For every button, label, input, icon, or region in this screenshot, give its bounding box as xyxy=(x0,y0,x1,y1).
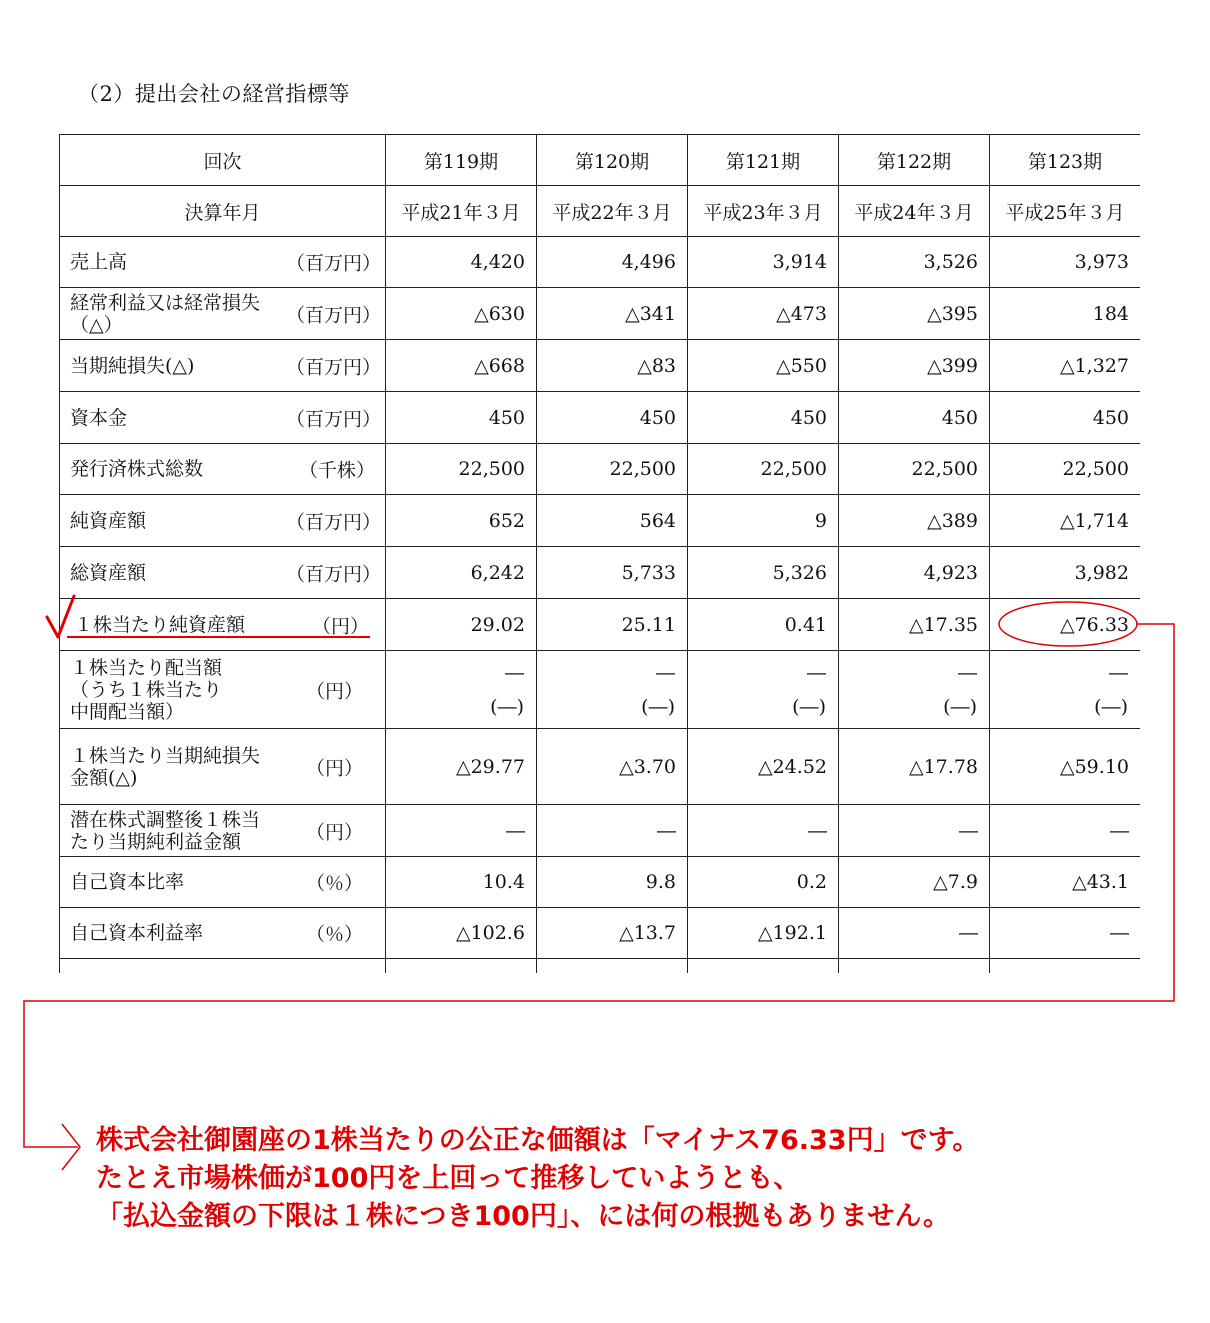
annotation-note xyxy=(96,1122,979,1236)
annotation-line: 「払込金額の下限は１株につき100円」、には何の根拠もありません。 xyxy=(96,1201,950,1232)
value-cell: △341 xyxy=(537,288,688,340)
row-label: 総資産額 xyxy=(70,561,147,584)
row-label: 売上高 xyxy=(70,251,128,273)
value-cell: △102.6 xyxy=(386,908,537,959)
value-cell: 3,914 xyxy=(688,237,839,288)
connector-line xyxy=(24,624,1174,1147)
value-cell: 450 xyxy=(839,392,990,444)
value-cell: 22,500 xyxy=(537,444,688,495)
row-label: 純資産額 xyxy=(70,509,147,532)
row-unit: （円） xyxy=(305,680,363,702)
value-cell: △395 xyxy=(839,288,990,340)
value-cell: 450 xyxy=(990,392,1141,444)
dividend-value: ― xyxy=(505,661,524,684)
value-cell: △3.70 xyxy=(537,729,688,805)
value-cell: △630 xyxy=(386,288,537,340)
value-cell: △399 xyxy=(839,340,990,392)
row-label: 自己資本比率 xyxy=(70,871,185,893)
value-cell: ― xyxy=(688,805,839,857)
row-unit: （％） xyxy=(305,923,363,946)
value-cell: 10.4 xyxy=(386,857,537,908)
value-cell: 22,500 xyxy=(688,444,839,495)
row-unit: （千株） xyxy=(298,459,375,482)
period-cell: 第121期 xyxy=(688,135,839,186)
row-label-line: １株当たり配当額 xyxy=(70,656,223,679)
row-unit: （百万円） xyxy=(285,511,381,533)
value-cell: 3,982 xyxy=(990,547,1141,599)
value-cell: 652 xyxy=(386,495,537,547)
interim-dividend-value: (―) xyxy=(641,695,675,718)
value-cell: 9.8 xyxy=(537,857,688,908)
value-cell: △17.35 xyxy=(839,599,990,651)
row-unit: （％） xyxy=(305,872,363,895)
value-cell: 22,500 xyxy=(839,444,990,495)
value-cell: 0.41 xyxy=(688,599,839,651)
value-cell: 3,973 xyxy=(990,237,1141,288)
value-cell: △389 xyxy=(839,495,990,547)
value-cell: △668 xyxy=(386,340,537,392)
row-label: 自己資本利益率 xyxy=(70,922,204,944)
value-cell: △473 xyxy=(688,288,839,340)
value-cell: 450 xyxy=(537,392,688,444)
dividend-value: ― xyxy=(656,661,675,684)
value-cell: △13.7 xyxy=(537,908,688,959)
value-cell: △550 xyxy=(688,340,839,392)
value-cell: ― xyxy=(537,805,688,857)
interim-dividend-value: (―) xyxy=(1094,695,1128,718)
row-label-line: （うち１株当たり xyxy=(70,678,223,701)
date-cell: 平成21年３月 xyxy=(386,186,537,237)
value-cell: ― xyxy=(990,805,1141,857)
dividend-value: ― xyxy=(1109,661,1128,684)
dividend-value: ― xyxy=(958,661,977,684)
value-cell: △29.77 xyxy=(386,729,537,805)
period-cell: 第119期 xyxy=(386,135,537,186)
check-mark-icon xyxy=(47,596,74,637)
dividend-value: ― xyxy=(807,661,826,684)
value-cell: 5,733 xyxy=(537,547,688,599)
header-label-cell: 回次 xyxy=(60,135,386,186)
row-label: 経常利益又は経常損失（△） xyxy=(70,291,261,336)
annotation-line: たとえ市場株価が100円を上回って推移していようとも、 xyxy=(96,1163,801,1194)
row-label-line: 金額(△) xyxy=(70,766,138,789)
interim-dividend-value: (―) xyxy=(490,695,524,718)
value-cell: 5,326 xyxy=(688,547,839,599)
row-unit: （百万円） xyxy=(285,304,381,326)
value-cell: 450 xyxy=(386,392,537,444)
value-cell: △43.1 xyxy=(990,857,1141,908)
value-cell: 450 xyxy=(688,392,839,444)
interim-dividend-value: (―) xyxy=(792,695,826,718)
value-cell: ― xyxy=(386,805,537,857)
value-cell: 4,420 xyxy=(386,237,537,288)
row-unit: （円） xyxy=(311,615,369,637)
value-cell: △192.1 xyxy=(688,908,839,959)
date-cell: 平成24年３月 xyxy=(839,186,990,237)
value-cell: 0.2 xyxy=(688,857,839,908)
row-label: 資本金 xyxy=(70,406,128,429)
value-cell: 29.02 xyxy=(386,599,537,651)
date-label-cell: 決算年月 xyxy=(60,186,386,237)
row-unit: （百万円） xyxy=(285,408,381,430)
row-label-line: 潜在株式調整後１株当 xyxy=(70,808,261,831)
period-cell: 第122期 xyxy=(839,135,990,186)
row-unit: （百万円） xyxy=(285,252,381,275)
row-label-line: たり当期純利益金額 xyxy=(70,830,242,853)
value-cell: △59.10 xyxy=(990,729,1141,805)
date-cell: 平成25年３月 xyxy=(990,186,1141,237)
value-cell: △83 xyxy=(537,340,688,392)
value-cell: ― xyxy=(990,908,1141,959)
value-cell: △17.78 xyxy=(839,729,990,805)
highlight-ellipse xyxy=(999,602,1137,646)
value-cell: 22,500 xyxy=(990,444,1141,495)
value-cell: 4,923 xyxy=(839,547,990,599)
value-cell: 6,242 xyxy=(386,547,537,599)
value-cell: 25.11 xyxy=(537,599,688,651)
interim-dividend-value: (―) xyxy=(943,695,977,718)
value-cell: 184 xyxy=(990,288,1141,340)
date-cell: 平成22年３月 xyxy=(537,186,688,237)
row-unit: （円） xyxy=(305,821,363,843)
value-cell: ― xyxy=(839,805,990,857)
annotation-line: 株式会社御園座の1株当たりの公正な価額は「マイナス76.33円」です。 xyxy=(96,1125,980,1156)
value-cell: △76.33 xyxy=(990,599,1141,651)
row-unit: （百万円） xyxy=(285,563,381,585)
row-unit: （百万円） xyxy=(285,356,381,378)
row-label: 当期純損失(△) xyxy=(70,354,195,377)
value-cell: △24.52 xyxy=(688,729,839,805)
value-cell: △1,714 xyxy=(990,495,1141,547)
row-label: 発行済株式総数 xyxy=(70,458,204,480)
value-cell: 22,500 xyxy=(386,444,537,495)
row-label: １株当たり純資産額 xyxy=(74,613,246,636)
section-title: （2）提出会社の経営指標等 xyxy=(78,82,350,106)
row-label-line: １株当たり当期純損失 xyxy=(70,744,261,767)
value-cell: △1,327 xyxy=(990,340,1141,392)
row-unit: （円） xyxy=(305,757,363,779)
row-label-line: 中間配当額） xyxy=(70,700,185,723)
value-cell: 9 xyxy=(688,495,839,547)
period-cell: 第123期 xyxy=(990,135,1141,186)
value-cell: ― xyxy=(839,908,990,959)
value-cell: 3,526 xyxy=(839,237,990,288)
value-cell: 4,496 xyxy=(537,237,688,288)
value-cell: 564 xyxy=(537,495,688,547)
period-cell: 第120期 xyxy=(537,135,688,186)
date-cell: 平成23年３月 xyxy=(688,186,839,237)
value-cell: △7.9 xyxy=(839,857,990,908)
